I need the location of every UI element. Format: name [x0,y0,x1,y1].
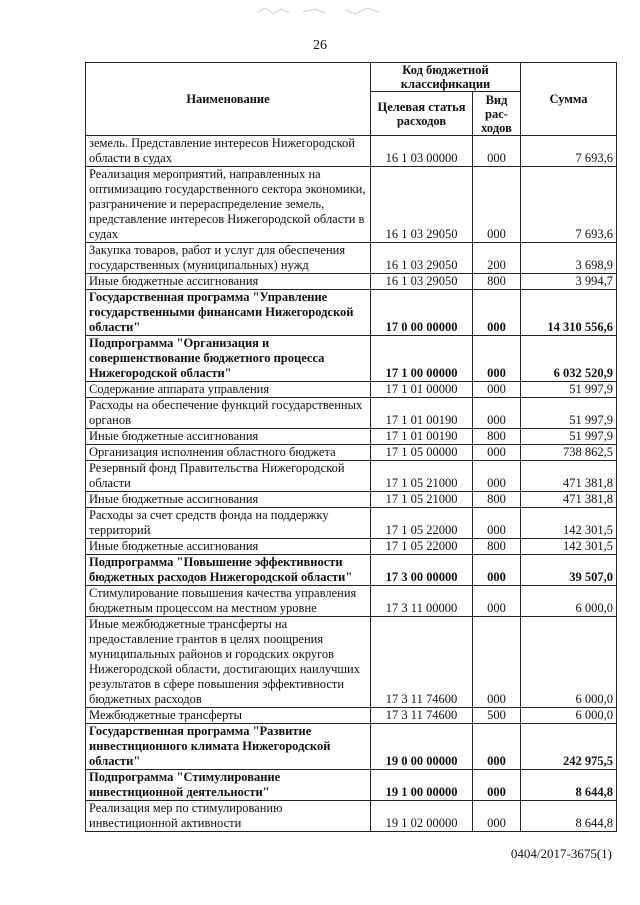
row-kind: 000 [473,586,521,617]
row-name: Иные бюджетные ассигнования [86,429,371,445]
row-kind: 000 [473,770,521,801]
row-sum: 3 994,7 [521,274,617,290]
row-sum: 3 698,9 [521,243,617,274]
row-code: 17 3 11 74600 [371,617,473,708]
row-name: Иные бюджетные ассигнования [86,492,371,508]
row-code: 17 1 05 22000 [371,539,473,555]
row-sum: 242 975,5 [521,724,617,770]
row-code: 17 3 11 74600 [371,708,473,724]
row-sum: 6 000,0 [521,708,617,724]
row-kind: 000 [473,555,521,586]
table-row [86,724,617,770]
row-code: 17 1 00 00000 [371,336,473,382]
row-sum: 8 644,8 [521,801,617,832]
row-kind: 000 [473,290,521,336]
row-kind: 800 [473,274,521,290]
row-code: 17 1 01 00190 [371,429,473,445]
row-kind: 800 [473,539,521,555]
row-kind: 000 [473,136,521,167]
header-name: Наименование [86,63,371,136]
row-code: 16 1 03 29050 [371,274,473,290]
table-row [86,136,617,167]
table-row [86,492,617,508]
table-row [86,586,617,617]
document-code: 0404/2017-3675(1) [510,846,612,861]
row-kind: 200 [473,243,521,274]
table-row [86,382,617,398]
table-row [86,243,617,274]
header-article: Целевая статья расходов [371,92,473,136]
row-name: Государственная программа "Развитие инвестиционного климата Нижегородской области" [86,724,371,770]
row-sum: 738 862,5 [521,445,617,461]
row-name: Подпрограмма "Организация и совершенствование бюджетного процесса Нижегородской области" [86,336,371,382]
table-row [86,336,617,382]
row-code: 19 1 00 00000 [371,770,473,801]
row-name: Подпрограмма "Стимулирование инвестиционной деятельности" [86,770,371,801]
row-code: 17 1 05 22000 [371,508,473,539]
row-sum: 142 301,5 [521,508,617,539]
row-kind: 000 [473,461,521,492]
header-sum: Сумма [521,63,617,136]
row-sum: 7 693,6 [521,167,617,243]
row-kind: 500 [473,708,521,724]
row-kind: 000 [473,336,521,382]
row-name: Стимулирование повышения качества управления бюджетным процессом на местном уровне [86,586,371,617]
row-name: Подпрограмма "Повышение эффективности бюджетных расходов Нижегородской области" [86,555,371,586]
row-code: 16 1 03 29050 [371,167,473,243]
row-kind: 000 [473,382,521,398]
row-code: 17 3 11 00000 [371,586,473,617]
table-header [86,63,617,136]
table-row [86,274,617,290]
row-code: 16 1 03 00000 [371,136,473,167]
row-kind: 800 [473,429,521,445]
row-code: 16 1 03 29050 [371,243,473,274]
row-name: Межбюджетные трансферты [86,708,371,724]
row-sum: 51 997,9 [521,429,617,445]
table-row [86,801,617,832]
scanned-stamp-mark [255,4,395,18]
row-code: 19 1 02 00000 [371,801,473,832]
row-name: Реализация мер по стимулированию инвестиционной активности [86,801,371,832]
table-row [86,508,617,539]
table-row [86,461,617,492]
table-row [86,398,617,429]
row-sum: 471 381,8 [521,461,617,492]
page-number: 26 [313,38,327,53]
row-sum: 51 997,9 [521,382,617,398]
row-sum: 14 310 556,6 [521,290,617,336]
row-kind: 000 [473,617,521,708]
row-name: Содержание аппарата управления [86,382,371,398]
table-body [86,136,617,832]
row-sum: 142 301,5 [521,539,617,555]
table-row [86,290,617,336]
table-row [86,429,617,445]
row-name: Расходы за счет средств фонда на поддержку территорий [86,508,371,539]
budget-table [85,62,617,832]
row-name: Иные бюджетные ассигнования [86,274,371,290]
row-name: Реализация мероприятий, направленных на оптимизацию государственного сектора экономики, разграничение и перераспределение земель, представление интересов Нижегородской области в судах [86,167,371,243]
table-row [86,617,617,708]
row-sum: 8 644,8 [521,770,617,801]
table-row [86,539,617,555]
row-kind: 000 [473,508,521,539]
table-row [86,445,617,461]
row-kind: 000 [473,398,521,429]
row-code: 17 1 05 21000 [371,492,473,508]
header-kind: Вид рас-ходов [473,92,521,136]
row-name: Закупка товаров, работ и услуг для обеспечения государственных (муниципальных) нужд [86,243,371,274]
row-sum: 51 997,9 [521,398,617,429]
row-code: 17 0 00 00000 [371,290,473,336]
row-code: 17 1 05 00000 [371,445,473,461]
row-name: Резервный фонд Правительства Нижегородской области [86,461,371,492]
header-code-group: Код бюджетной классификации [371,63,521,92]
table-row [86,708,617,724]
table-row [86,167,617,243]
row-code: 17 1 05 21000 [371,461,473,492]
row-code: 17 3 00 00000 [371,555,473,586]
row-kind: 000 [473,445,521,461]
table-row [86,770,617,801]
row-sum: 6 000,0 [521,617,617,708]
row-sum: 6 032 520,9 [521,336,617,382]
row-kind: 800 [473,492,521,508]
row-sum: 7 693,6 [521,136,617,167]
row-name: Иные межбюджетные трансферты на предоставление грантов в целях поощрения муниципальных районов и городских округов Нижегородской области, достигающих наилучших результатов в сфере повышения эффективности бюджетных расходов [86,617,371,708]
row-name: Расходы на обеспечение функций государственных органов [86,398,371,429]
row-name: земель. Представление интересов Нижегородской области в судах [86,136,371,167]
row-code: 17 1 01 00190 [371,398,473,429]
row-sum: 6 000,0 [521,586,617,617]
row-code: 19 0 00 00000 [371,724,473,770]
row-sum: 471 381,8 [521,492,617,508]
row-kind: 000 [473,724,521,770]
row-name: Государственная программа "Управление государственными финансами Нижегородской области" [86,290,371,336]
row-kind: 000 [473,167,521,243]
row-code: 17 1 01 00000 [371,382,473,398]
row-sum: 39 507,0 [521,555,617,586]
row-name: Иные бюджетные ассигнования [86,539,371,555]
table-row [86,555,617,586]
row-name: Организация исполнения областного бюджета [86,445,371,461]
row-kind: 000 [473,801,521,832]
